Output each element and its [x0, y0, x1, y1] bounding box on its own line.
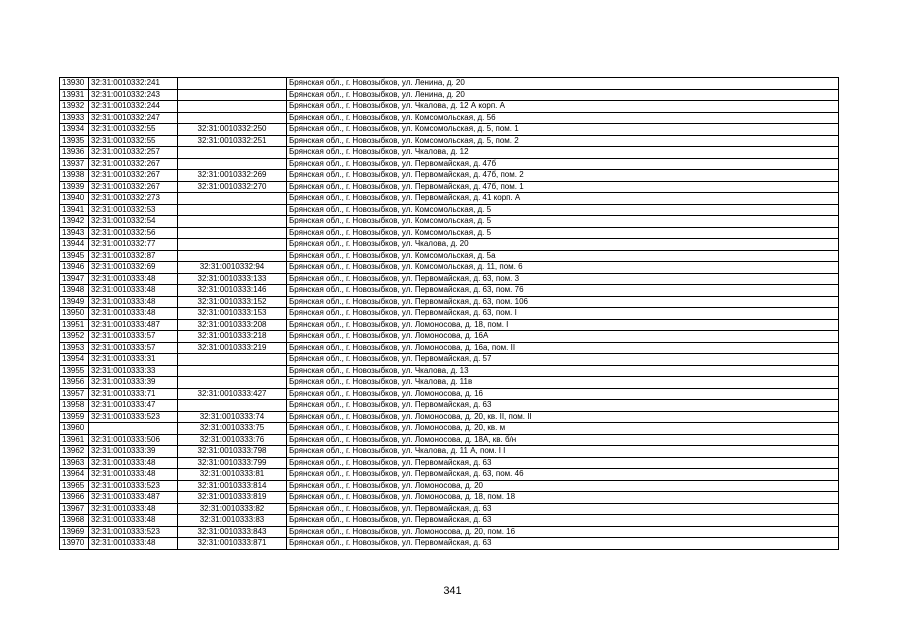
- object-cadastral-number-cell: 32:31:0010332:251: [178, 135, 287, 147]
- row-number-cell: 13943: [60, 227, 89, 239]
- cadastral-number-cell: 32:31:0010333:48: [89, 273, 178, 285]
- cadastral-number-cell: 32:31:0010332:247: [89, 112, 178, 124]
- row-number-cell: 13952: [60, 331, 89, 343]
- address-cell: Брянская обл., г. Новозыбков, ул. Первомайская, д. 47б, пом. 2: [287, 170, 839, 182]
- cadastral-number-cell: 32:31:0010333:523: [89, 526, 178, 538]
- object-cadastral-number-cell: 32:31:0010333:819: [178, 492, 287, 504]
- cadastral-number-cell: 32:31:0010332:244: [89, 101, 178, 113]
- table-row: [60, 216, 839, 228]
- table-row: [60, 158, 839, 170]
- row-number-cell: 13933: [60, 112, 89, 124]
- row-number-cell: 13947: [60, 273, 89, 285]
- table-row: [60, 89, 839, 101]
- row-number-cell: 13967: [60, 503, 89, 515]
- address-cell: Брянская обл., г. Новозыбков, ул. Ломоносова, д. 16: [287, 388, 839, 400]
- cadastral-number-cell: 32:31:0010333:71: [89, 388, 178, 400]
- object-cadastral-number-cell: [178, 377, 287, 389]
- table-row: [60, 411, 839, 423]
- cadastral-number-cell: 32:31:0010333:48: [89, 308, 178, 320]
- object-cadastral-number-cell: [178, 250, 287, 262]
- table-row: [60, 250, 839, 262]
- row-number-cell: 13941: [60, 204, 89, 216]
- cadastral-number-cell: 32:31:0010333:487: [89, 492, 178, 504]
- row-number-cell: 13951: [60, 319, 89, 331]
- table-row: [60, 515, 839, 527]
- cadastral-number-cell: 32:31:0010333:57: [89, 342, 178, 354]
- table-row: [60, 296, 839, 308]
- table-row: [60, 112, 839, 124]
- object-cadastral-number-cell: 32:31:0010333:814: [178, 480, 287, 492]
- cadastral-number-cell: 32:31:0010333:39: [89, 446, 178, 458]
- row-number-cell: 13934: [60, 124, 89, 136]
- object-cadastral-number-cell: 32:31:0010333:427: [178, 388, 287, 400]
- address-cell: Брянская обл., г. Новозыбков, ул. Первомайская, д. 63: [287, 538, 839, 550]
- table-row: [60, 434, 839, 446]
- address-cell: Брянская обл., г. Новозыбков, ул. Первомайская, д. 63, пом. 46: [287, 469, 839, 481]
- table-row: [60, 526, 839, 538]
- address-cell: Брянская обл., г. Новозыбков, ул. Первомайская, д. 47б: [287, 158, 839, 170]
- address-cell: Брянская обл., г. Новозыбков, ул. Первомайская, д. 63: [287, 515, 839, 527]
- row-number-cell: 13950: [60, 308, 89, 320]
- table-row: [60, 446, 839, 458]
- object-cadastral-number-cell: 32:31:0010333:208: [178, 319, 287, 331]
- cadastral-number-cell: 32:31:0010333:506: [89, 434, 178, 446]
- cadastral-number-cell: 32:31:0010333:33: [89, 365, 178, 377]
- row-number-cell: 13936: [60, 147, 89, 159]
- table-row: [60, 262, 839, 274]
- cadastral-number-cell: 32:31:0010332:267: [89, 158, 178, 170]
- address-cell: Брянская обл., г. Новозыбков, ул. Первомайская, д. 63, пом. 76: [287, 285, 839, 297]
- object-cadastral-number-cell: [178, 193, 287, 205]
- object-cadastral-number-cell: 32:31:0010333:133: [178, 273, 287, 285]
- address-cell: Брянская обл., г. Новозыбков, ул. Комсомольская, д. 5а: [287, 250, 839, 262]
- table-row: [60, 239, 839, 251]
- cadastral-number-cell: 32:31:0010332:56: [89, 227, 178, 239]
- table-row: [60, 469, 839, 481]
- cadastral-number-cell: 32:31:0010333:48: [89, 469, 178, 481]
- address-cell: Брянская обл., г. Новозыбков, ул. Комсомольская, д. 56: [287, 112, 839, 124]
- row-number-cell: 13944: [60, 239, 89, 251]
- object-cadastral-number-cell: 32:31:0010333:218: [178, 331, 287, 343]
- address-cell: Брянская обл., г. Новозыбков, ул. Первомайская, д. 41 корп. А: [287, 193, 839, 205]
- object-cadastral-number-cell: 32:31:0010333:82: [178, 503, 287, 515]
- row-number-cell: 13931: [60, 89, 89, 101]
- table-row: [60, 308, 839, 320]
- row-number-cell: 13966: [60, 492, 89, 504]
- object-cadastral-number-cell: [178, 365, 287, 377]
- cadastral-number-cell: 32:31:0010333:57: [89, 331, 178, 343]
- property-registry-table: [59, 77, 839, 550]
- table-row: [60, 480, 839, 492]
- object-cadastral-number-cell: [178, 112, 287, 124]
- object-cadastral-number-cell: [178, 101, 287, 113]
- address-cell: Брянская обл., г. Новозыбков, ул. Первомайская, д. 63: [287, 503, 839, 515]
- object-cadastral-number-cell: 32:31:0010333:152: [178, 296, 287, 308]
- cadastral-number-cell: 32:31:0010333:39: [89, 377, 178, 389]
- table-row: [60, 423, 839, 435]
- object-cadastral-number-cell: [178, 216, 287, 228]
- row-number-cell: 13961: [60, 434, 89, 446]
- cadastral-number-cell: 32:31:0010332:55: [89, 135, 178, 147]
- object-cadastral-number-cell: [178, 227, 287, 239]
- cadastral-number-cell: 32:31:0010333:523: [89, 411, 178, 423]
- registry-table-body: [60, 78, 839, 550]
- cadastral-number-cell: 32:31:0010332:257: [89, 147, 178, 159]
- table-row: [60, 78, 839, 90]
- cadastral-number-cell: 32:31:0010332:54: [89, 216, 178, 228]
- cadastral-number-cell: 32:31:0010332:87: [89, 250, 178, 262]
- address-cell: Брянская обл., г. Новозыбков, ул. Комсомольская, д. 5: [287, 216, 839, 228]
- object-cadastral-number-cell: 32:31:0010333:74: [178, 411, 287, 423]
- address-cell: Брянская обл., г. Новозыбков, ул. Первомайская, д. 47б, пом. 1: [287, 181, 839, 193]
- table-row: [60, 101, 839, 113]
- cadastral-number-cell: 32:31:0010333:523: [89, 480, 178, 492]
- table-row: [60, 147, 839, 159]
- object-cadastral-number-cell: 32:31:0010333:799: [178, 457, 287, 469]
- object-cadastral-number-cell: [178, 354, 287, 366]
- row-number-cell: 13932: [60, 101, 89, 113]
- cadastral-number-cell: 32:31:0010333:48: [89, 503, 178, 515]
- object-cadastral-number-cell: 32:31:0010332:250: [178, 124, 287, 136]
- row-number-cell: 13963: [60, 457, 89, 469]
- cadastral-number-cell: 32:31:0010332:77: [89, 239, 178, 251]
- row-number-cell: 13942: [60, 216, 89, 228]
- table-row: [60, 135, 839, 147]
- address-cell: Брянская обл., г. Новозыбков, ул. Чкалова, д. 13: [287, 365, 839, 377]
- address-cell: Брянская обл., г. Новозыбков, ул. Ломоносова, д. 20, кв. м: [287, 423, 839, 435]
- address-cell: Брянская обл., г. Новозыбков, ул. Ломоносова, д. 16А: [287, 331, 839, 343]
- cadastral-number-cell: 32:31:0010332:69: [89, 262, 178, 274]
- object-cadastral-number-cell: 32:31:0010333:219: [178, 342, 287, 354]
- table-row: [60, 365, 839, 377]
- object-cadastral-number-cell: [178, 239, 287, 251]
- row-number-cell: 13956: [60, 377, 89, 389]
- address-cell: Брянская обл., г. Новозыбков, ул. Первомайская, д. 63, пом. I: [287, 308, 839, 320]
- object-cadastral-number-cell: [178, 78, 287, 90]
- row-number-cell: 13949: [60, 296, 89, 308]
- cadastral-number-cell: 32:31:0010332:241: [89, 78, 178, 90]
- address-cell: Брянская обл., г. Новозыбков, ул. Ломоносова, д. 20, кв. II, пом. II: [287, 411, 839, 423]
- table-row: [60, 342, 839, 354]
- cadastral-number-cell: 32:31:0010332:55: [89, 124, 178, 136]
- object-cadastral-number-cell: [178, 400, 287, 412]
- address-cell: Брянская обл., г. Новозыбков, ул. Чкалова, д. 12: [287, 147, 839, 159]
- address-cell: Брянская обл., г. Новозыбков, ул. Чкалова, д. 12 А корп. А: [287, 101, 839, 113]
- address-cell: Брянская обл., г. Новозыбков, ул. Ломоносова, д. 18, пом. 18: [287, 492, 839, 504]
- address-cell: Брянская обл., г. Новозыбков, ул. Комсомольская, д. 11, пом. 6: [287, 262, 839, 274]
- cadastral-number-cell: 32:31:0010333:48: [89, 538, 178, 550]
- row-number-cell: 13948: [60, 285, 89, 297]
- row-number-cell: 13958: [60, 400, 89, 412]
- table-row: [60, 331, 839, 343]
- address-cell: Брянская обл., г. Новозыбков, ул. Ломоносова, д. 20: [287, 480, 839, 492]
- row-number-cell: 13945: [60, 250, 89, 262]
- row-number-cell: 13964: [60, 469, 89, 481]
- row-number-cell: 13953: [60, 342, 89, 354]
- row-number-cell: 13960: [60, 423, 89, 435]
- table-row: [60, 388, 839, 400]
- row-number-cell: 13946: [60, 262, 89, 274]
- table-row: [60, 457, 839, 469]
- cadastral-number-cell: 32:31:0010333:48: [89, 457, 178, 469]
- address-cell: Брянская обл., г. Новозыбков, ул. Первомайская, д. 57: [287, 354, 839, 366]
- address-cell: Брянская обл., г. Новозыбков, ул. Комсомольская, д. 5: [287, 204, 839, 216]
- row-number-cell: 13969: [60, 526, 89, 538]
- address-cell: Брянская обл., г. Новозыбков, ул. Чкалова, д. 11 А, пом. I I: [287, 446, 839, 458]
- row-number-cell: 13962: [60, 446, 89, 458]
- address-cell: Брянская обл., г. Новозыбков, ул. Ломоносова, д. 20, пом. 16: [287, 526, 839, 538]
- object-cadastral-number-cell: 32:31:0010333:798: [178, 446, 287, 458]
- row-number-cell: 13959: [60, 411, 89, 423]
- cadastral-number-cell: 32:31:0010332:273: [89, 193, 178, 205]
- object-cadastral-number-cell: 32:31:0010332:94: [178, 262, 287, 274]
- object-cadastral-number-cell: [178, 147, 287, 159]
- object-cadastral-number-cell: 32:31:0010333:146: [178, 285, 287, 297]
- cadastral-number-cell: 32:31:0010332:267: [89, 181, 178, 193]
- object-cadastral-number-cell: 32:31:0010333:75: [178, 423, 287, 435]
- row-number-cell: 13937: [60, 158, 89, 170]
- table-row: [60, 204, 839, 216]
- table-row: [60, 227, 839, 239]
- address-cell: Брянская обл., г. Новозыбков, ул. Ломоносова, д. 16а, пом. II: [287, 342, 839, 354]
- address-cell: Брянская обл., г. Новозыбков, ул. Ленина, д. 20: [287, 89, 839, 101]
- object-cadastral-number-cell: 32:31:0010333:76: [178, 434, 287, 446]
- object-cadastral-number-cell: [178, 89, 287, 101]
- table-row: [60, 170, 839, 182]
- address-cell: Брянская обл., г. Новозыбков, ул. Ломоносова, д. 18, пом. I: [287, 319, 839, 331]
- table-row: [60, 377, 839, 389]
- table-row: [60, 503, 839, 515]
- address-cell: Брянская обл., г. Новозыбков, ул. Чкалова, д. 11в: [287, 377, 839, 389]
- table-row: [60, 319, 839, 331]
- object-cadastral-number-cell: [178, 204, 287, 216]
- cadastral-number-cell: [89, 423, 178, 435]
- cadastral-number-cell: 32:31:0010333:31: [89, 354, 178, 366]
- table-row: [60, 400, 839, 412]
- table-row: [60, 538, 839, 550]
- row-number-cell: 13957: [60, 388, 89, 400]
- row-number-cell: 13930: [60, 78, 89, 90]
- cadastral-number-cell: 32:31:0010333:48: [89, 285, 178, 297]
- address-cell: Брянская обл., г. Новозыбков, ул. Комсомольская, д. 5, пом. 1: [287, 124, 839, 136]
- object-cadastral-number-cell: 32:31:0010332:270: [178, 181, 287, 193]
- page-number: 341: [443, 585, 462, 597]
- row-number-cell: 13965: [60, 480, 89, 492]
- address-cell: Брянская обл., г. Новозыбков, ул. Первомайская, д. 63: [287, 457, 839, 469]
- row-number-cell: 13955: [60, 365, 89, 377]
- object-cadastral-number-cell: 32:31:0010332:269: [178, 170, 287, 182]
- row-number-cell: 13954: [60, 354, 89, 366]
- object-cadastral-number-cell: 32:31:0010333:81: [178, 469, 287, 481]
- address-cell: Брянская обл., г. Новозыбков, ул. Ломоносова, д. 18А, кв. б/н: [287, 434, 839, 446]
- cadastral-number-cell: 32:31:0010333:487: [89, 319, 178, 331]
- table-row: [60, 285, 839, 297]
- row-number-cell: 13938: [60, 170, 89, 182]
- table-row: [60, 124, 839, 136]
- cadastral-number-cell: 32:31:0010333:47: [89, 400, 178, 412]
- object-cadastral-number-cell: [178, 158, 287, 170]
- table-row: [60, 273, 839, 285]
- cadastral-number-cell: 32:31:0010332:243: [89, 89, 178, 101]
- table-row: [60, 193, 839, 205]
- address-cell: Брянская обл., г. Новозыбков, ул. Чкалова, д. 20: [287, 239, 839, 251]
- address-cell: Брянская обл., г. Новозыбков, ул. Первомайская, д. 63, пом. 3: [287, 273, 839, 285]
- cadastral-number-cell: 32:31:0010332:267: [89, 170, 178, 182]
- address-cell: Брянская обл., г. Новозыбков, ул. Комсомольская, д. 5, пом. 2: [287, 135, 839, 147]
- row-number-cell: 13940: [60, 193, 89, 205]
- object-cadastral-number-cell: 32:31:0010333:871: [178, 538, 287, 550]
- table-row: [60, 181, 839, 193]
- cadastral-number-cell: 32:31:0010332:53: [89, 204, 178, 216]
- row-number-cell: 13968: [60, 515, 89, 527]
- cadastral-number-cell: 32:31:0010333:48: [89, 515, 178, 527]
- table-row: [60, 492, 839, 504]
- cadastral-number-cell: 32:31:0010333:48: [89, 296, 178, 308]
- address-cell: Брянская обл., г. Новозыбков, ул. Комсомольская, д. 5: [287, 227, 839, 239]
- object-cadastral-number-cell: 32:31:0010333:83: [178, 515, 287, 527]
- address-cell: Брянская обл., г. Новозыбков, ул. Ленина, д. 20: [287, 78, 839, 90]
- row-number-cell: 13970: [60, 538, 89, 550]
- table-row: [60, 354, 839, 366]
- row-number-cell: 13939: [60, 181, 89, 193]
- address-cell: Брянская обл., г. Новозыбков, ул. Первомайская, д. 63, пом. 106: [287, 296, 839, 308]
- object-cadastral-number-cell: 32:31:0010333:843: [178, 526, 287, 538]
- address-cell: Брянская обл., г. Новозыбков, ул. Первомайская, д. 63: [287, 400, 839, 412]
- row-number-cell: 13935: [60, 135, 89, 147]
- object-cadastral-number-cell: 32:31:0010333:153: [178, 308, 287, 320]
